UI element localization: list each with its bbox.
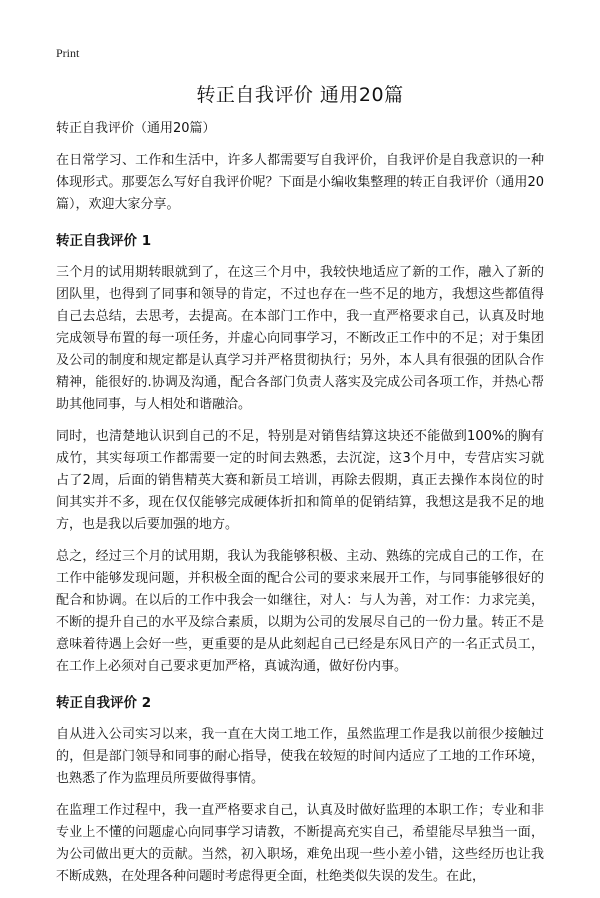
section-1-paragraph-3: 总之，经过三个月的试用期，我认为我能够积极、主动、熟练的完成自己的工作，在工作中能够发现问题，并积极全面的配合公司的要求来展开工作，与同事能够很好的配合和协调。在以后的工作中我会一如继往，对人：与人为善，对工作：力求完美，不断的提升自己的水平及综合素质，以期为公司的发展尽自己的一份力量。转正不是意味着待遇上会好一些，更重要的是从此刻起自己已经是东风日产的一名正式员工，在工作上必须对自己要求更加严格，真诚沟通，做好份内事。: [56, 549, 544, 674]
section-2-paragraph-1: 自从进入公司实习以来，我一直在大岗工地工作，虽然监理工作是我以前很少接触过的，但是部门领导和同事的耐心指导，使我在较短的时间内适应了工地的工作环境，也熟悉了作为监理员所要做得事情。: [56, 727, 544, 786]
print-link[interactable]: Print: [56, 46, 80, 60]
intro-paragraph: 在日常学习、工作和生活中，许多人都需要写自我评价，自我评价是自我意识的一种体现形式。那要怎么写好自我评价呢？下面是小编收集整理的转正自我评价（通用20篇），欢迎大家分享。: [56, 153, 544, 212]
page-title: 转正自我评价 通用20篇: [196, 84, 404, 106]
section-1-paragraph-1: 三个月的试用期转眼就到了，在这三个月中，我较快地适应了新的工作，融入了新的团队里，也得到了同事和领导的肯定，不过也存在一些不足的地方，我想这些都值得自己去总结，去思考，去提高。在本部门工作中，我一直严格要求自己，认真及时地完成领导布置的每一项任务，并虚心向同事学习，不断改正工作中的不足；对于集团及公司的制度和规定都是认真学习并严格贯彻执行；另外，本人具有很强的团队合作精神，能很好的.协调及沟通，配合各部门负责人落实及完成公司各项工作，并热心帮助其他同事，与人相处和谐融洽。: [56, 265, 544, 412]
article-body: [56, 118, 544, 898]
section-heading-1: 转正自我评价 1: [56, 233, 152, 249]
article-subtitle: 转正自我评价（通用20篇）: [56, 121, 216, 136]
section-heading-2: 转正自我评价 2: [56, 695, 152, 711]
section-2-paragraph-2: 在监理工作过程中，我一直严格要求自己，认真及时做好监理的本职工作；专业和非专业上不懂的问题虚心向同事学习请教，不断提高充实自己，希望能尽早独当一面，为公司做出更大的贡献。当然，初入职场，难免出现一些小差小错，这些经历也让我不断成熟，在处理各种问题时考虑得更全面，杜绝类似失误的发生。在此，: [56, 803, 544, 884]
section-1-paragraph-2: 同时，也清楚地认识到自己的不足，特别是对销售结算这块还不能做到100%的胸有成竹，其实每项工作都需要一定的时间去熟悉，去沉淀，这3个月中，专营店实习就占了2周，后面的销售精英大赛和新员工培训，再除去假期，真正去操作本岗位的时间其实并不多，现在仅仅能够完成硬体折扣和简单的促销结算，我想这是我不足的地方，也是我以后要加强的地方。: [56, 429, 544, 532]
